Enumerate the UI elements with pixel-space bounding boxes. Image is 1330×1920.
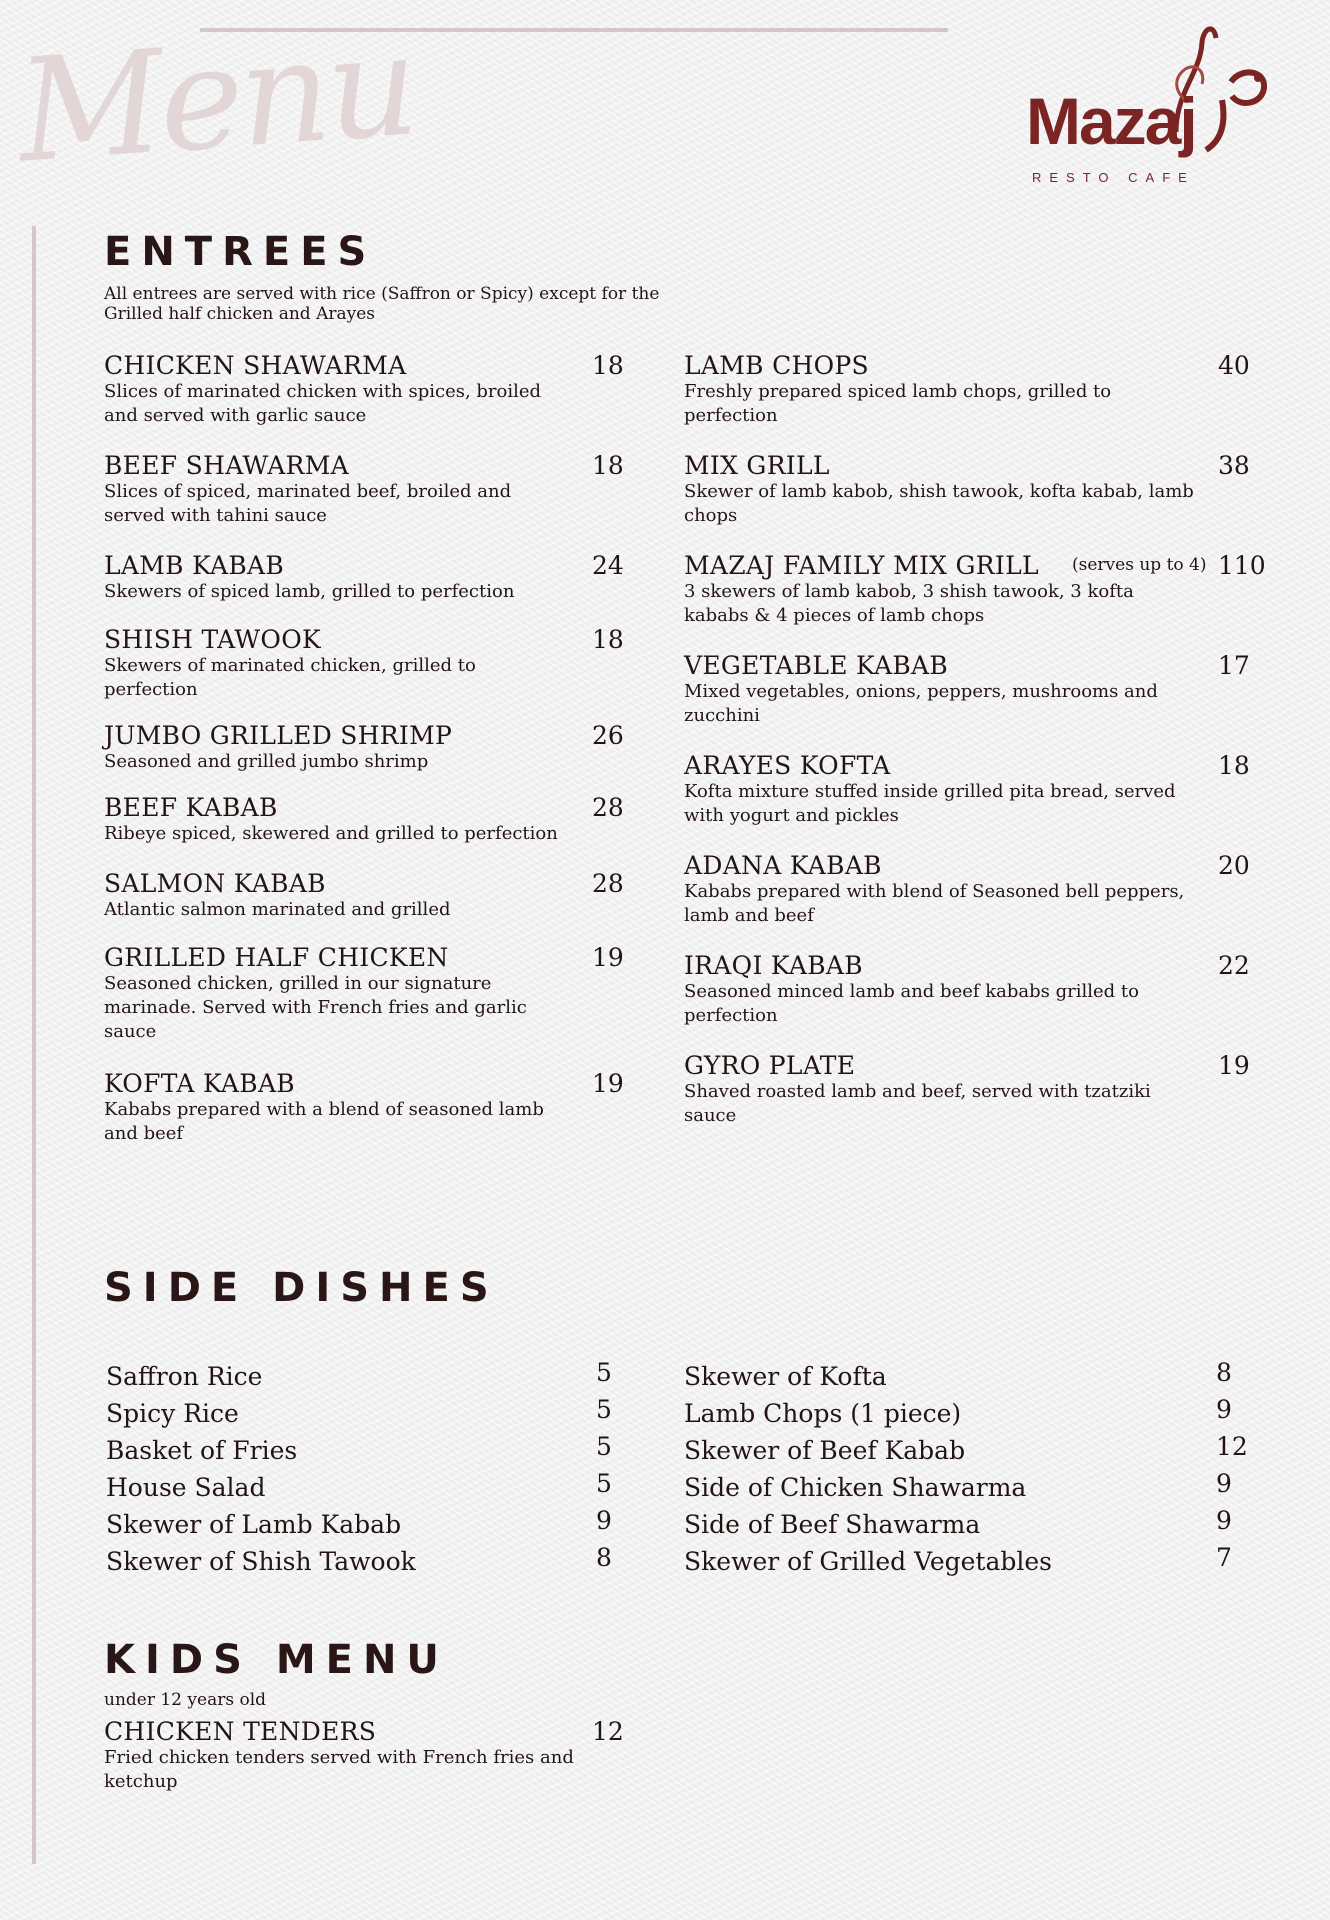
menu-item-name: VEGETABLE KABAB: [684, 651, 949, 680]
menu-item-name: JUMBO GRILLED SHRIMP: [104, 721, 453, 750]
menu-item-name: SHISH TAWOOK: [104, 625, 321, 654]
menu-item-price: 19: [592, 943, 624, 972]
menu-item-description: Kababs prepared with blend of Seasoned bell peppers, lamb and beef: [684, 881, 1185, 926]
menu-item-name: CHICKEN SHAWARMA: [104, 351, 407, 380]
menu-item: [104, 552, 634, 604]
menu-item-name: BEEF SHAWARMA: [104, 451, 350, 480]
menu-item-price: 19: [592, 1069, 624, 1098]
menu-item-price: 28: [592, 869, 624, 898]
side-dish-name: Basket of Fries: [106, 1436, 298, 1465]
menu-item: [104, 352, 634, 428]
side-dish-price: 8: [1216, 1358, 1232, 1387]
logo-wordmark: Mazaj: [1026, 84, 1196, 158]
menu-item-price: 24: [592, 551, 624, 580]
menu-item: [684, 351, 1250, 428]
side-dish-name: Skewer of Lamb Kabab: [106, 1510, 402, 1539]
menu-item-description: Seasoned and grilled jumbo shrimp: [104, 751, 429, 772]
entrees-left-column: [104, 352, 634, 1146]
menu-item-price: 22: [1218, 951, 1250, 980]
side-dish-name: Skewer of Grilled Vegetables: [684, 1547, 1052, 1576]
side-dish-item: [106, 1395, 616, 1436]
menu-item-price: 40: [1218, 351, 1250, 380]
menu-item-description: Kofta mixture stuffed inside grilled pita bread, served with yogurt and pickles: [684, 781, 1176, 826]
side-dish-price: 8: [596, 1543, 612, 1572]
menu-item-name: MAZAJ FAMILY MIX GRILL: [684, 551, 1039, 580]
menu-item: [104, 944, 634, 1044]
menu-item: [684, 1051, 1250, 1128]
menu-item-price: 26: [592, 721, 624, 750]
menu-item-price: 18: [592, 625, 624, 654]
kids-items-column: [104, 1718, 634, 1794]
menu-item: [684, 651, 1250, 728]
menu-item: [684, 451, 1250, 528]
menu-item-name: GRILLED HALF CHICKEN: [104, 943, 449, 972]
side-dish-name: Skewer of Shish Tawook: [106, 1547, 416, 1576]
side-dish-price: 7: [1216, 1543, 1232, 1572]
menu-item-serves: (serves up to 4): [1072, 555, 1207, 575]
side-dish-price: 5: [596, 1358, 612, 1387]
sides-right-column: [684, 1358, 1248, 1584]
menu-item-name: SALMON KABAB: [104, 869, 326, 898]
side-dish-price: 12: [1216, 1432, 1248, 1461]
menu-item-name: LAMB KABAB: [104, 551, 285, 580]
menu-item-description: Slices of spiced, marinated beef, broiled and served with tahini sauce: [104, 481, 512, 526]
menu-item-description: Fried chicken tenders served with French fries and ketchup: [104, 1747, 574, 1792]
menu-item-name: BEEF KABAB: [104, 793, 278, 822]
menu-item-description: Freshly prepared spiced lamb chops, grilled to perfection: [684, 381, 1112, 426]
menu-item-name: MIX GRILL: [684, 451, 830, 480]
menu-script-title: Menu: [12, 2, 420, 195]
side-dish-name: Side of Chicken Shawarma: [684, 1473, 1027, 1502]
menu-item-description: Seasoned minced lamb and beef kababs grilled to perfection: [684, 981, 1139, 1026]
menu-item-name: LAMB CHOPS: [684, 351, 869, 380]
sides-title: SIDE DISHES: [104, 1265, 499, 1311]
side-dish-name: Saffron Rice: [106, 1362, 263, 1391]
side-dish-item: [684, 1543, 1244, 1584]
menu-item-price: 28: [592, 793, 624, 822]
menu-item: [104, 1070, 634, 1146]
menu-item: [104, 1718, 634, 1794]
side-dish-item: [684, 1469, 1244, 1510]
entrees-right-column: [684, 351, 1266, 1128]
logo-subtitle: RESTO CAFE: [1032, 170, 1195, 185]
menu-item-description: Skewers of spiced lamb, grilled to perfection: [104, 581, 515, 602]
side-dish-item: [106, 1506, 616, 1547]
menu-item-description: Seasoned chicken, grilled in our signature marinade. Served with French fries and garlic sauce: [104, 973, 527, 1042]
side-dish-item: [684, 1432, 1248, 1473]
menu-item-description: Ribeye spiced, skewered and grilled to perfection: [104, 823, 558, 844]
side-dish-item: [106, 1358, 616, 1399]
menu-item: [684, 951, 1250, 1028]
side-dish-item: [106, 1469, 616, 1510]
menu-item-price: 110: [1218, 551, 1266, 580]
menu-item-price: 18: [592, 351, 624, 380]
side-dish-price: 5: [596, 1469, 612, 1498]
menu-item-price: 19: [1218, 1051, 1250, 1080]
menu-item: [104, 870, 634, 922]
menu-item-name: ADANA KABAB: [684, 851, 882, 880]
menu-item: [684, 751, 1250, 828]
side-dish-price: 9: [596, 1506, 612, 1535]
menu-item-price: 18: [592, 451, 624, 480]
side-dish-item: [684, 1395, 1244, 1436]
menu-item-description: Mixed vegetables, onions, peppers, mushrooms and zucchini: [684, 681, 1158, 726]
side-divider: [32, 226, 36, 1864]
menu-item-price: 38: [1218, 451, 1250, 480]
kids-title: KIDS MENU: [104, 1637, 449, 1683]
side-dish-item: [106, 1543, 616, 1584]
menu-item-description: Slices of marinated chicken with spices, broiled and served with garlic sauce: [104, 381, 542, 426]
menu-item-description: Atlantic salmon marinated and grilled: [104, 899, 451, 920]
side-dish-price: 9: [1216, 1469, 1232, 1498]
menu-item: [104, 626, 634, 702]
side-dish-name: Spicy Rice: [106, 1399, 239, 1428]
entrees-heading-block: [104, 229, 664, 324]
sides-heading-block: [104, 1265, 499, 1311]
menu-item-name: ARAYES KOFTA: [684, 751, 891, 780]
menu-item-price: 20: [1218, 851, 1250, 880]
side-dish-price: 9: [1216, 1395, 1232, 1424]
entrees-title: ENTREES: [104, 229, 377, 275]
menu-item-description: Shaved roasted lamb and beef, served with tzatziki sauce: [684, 1081, 1151, 1126]
side-dish-name: Lamb Chops (1 piece): [684, 1399, 962, 1428]
side-dish-name: Skewer of Beef Kabab: [684, 1436, 966, 1465]
menu-item-price: 17: [1218, 651, 1250, 680]
side-dish-name: House Salad: [106, 1473, 266, 1502]
kids-heading-block: [104, 1637, 449, 1710]
entrees-note: All entrees are served with rice (Saffron or Spicy) except for the Grilled half chicken and Arayes: [104, 284, 660, 324]
menu-item-price: 18: [1218, 751, 1250, 780]
menu-item-name: CHICKEN TENDERS: [104, 1717, 377, 1746]
menu-item-name: KOFTA KABAB: [104, 1069, 295, 1098]
menu-item-name: GYRO PLATE: [684, 1051, 856, 1080]
side-dish-price: 5: [596, 1395, 612, 1424]
menu-item: [104, 794, 634, 846]
side-dish-price: 5: [596, 1432, 612, 1461]
side-dish-item: [684, 1358, 1244, 1399]
menu-item-price: 12: [592, 1717, 624, 1746]
side-dish-item: [106, 1432, 616, 1473]
side-dish-item: [684, 1506, 1244, 1547]
sides-left-column: [106, 1358, 616, 1584]
kids-note: under 12 years old: [104, 1690, 267, 1710]
menu-item-description: Skewer of lamb kabob, shish tawook, kofta kabab, lamb chops: [684, 481, 1194, 526]
side-dish-price: 9: [1216, 1506, 1232, 1535]
mazaj-logo: [1026, 22, 1298, 192]
side-dish-name: Skewer of Kofta: [684, 1362, 887, 1391]
menu-item-description: Skewers of marinated chicken, grilled to perfection: [104, 655, 476, 700]
menu-item: [104, 452, 634, 528]
menu-item-name: IRAQI KABAB: [684, 951, 863, 980]
menu-item: [684, 551, 1266, 628]
menu-item: [684, 851, 1250, 928]
menu-item: [104, 722, 634, 774]
menu-item-description: 3 skewers of lamb kabob, 3 shish tawook, 3 kofta kababs & 4 pieces of lamb chops: [684, 581, 1134, 626]
side-dish-name: Side of Beef Shawarma: [684, 1510, 981, 1539]
menu-item-description: Kababs prepared with a blend of seasoned lamb and beef: [104, 1099, 544, 1144]
